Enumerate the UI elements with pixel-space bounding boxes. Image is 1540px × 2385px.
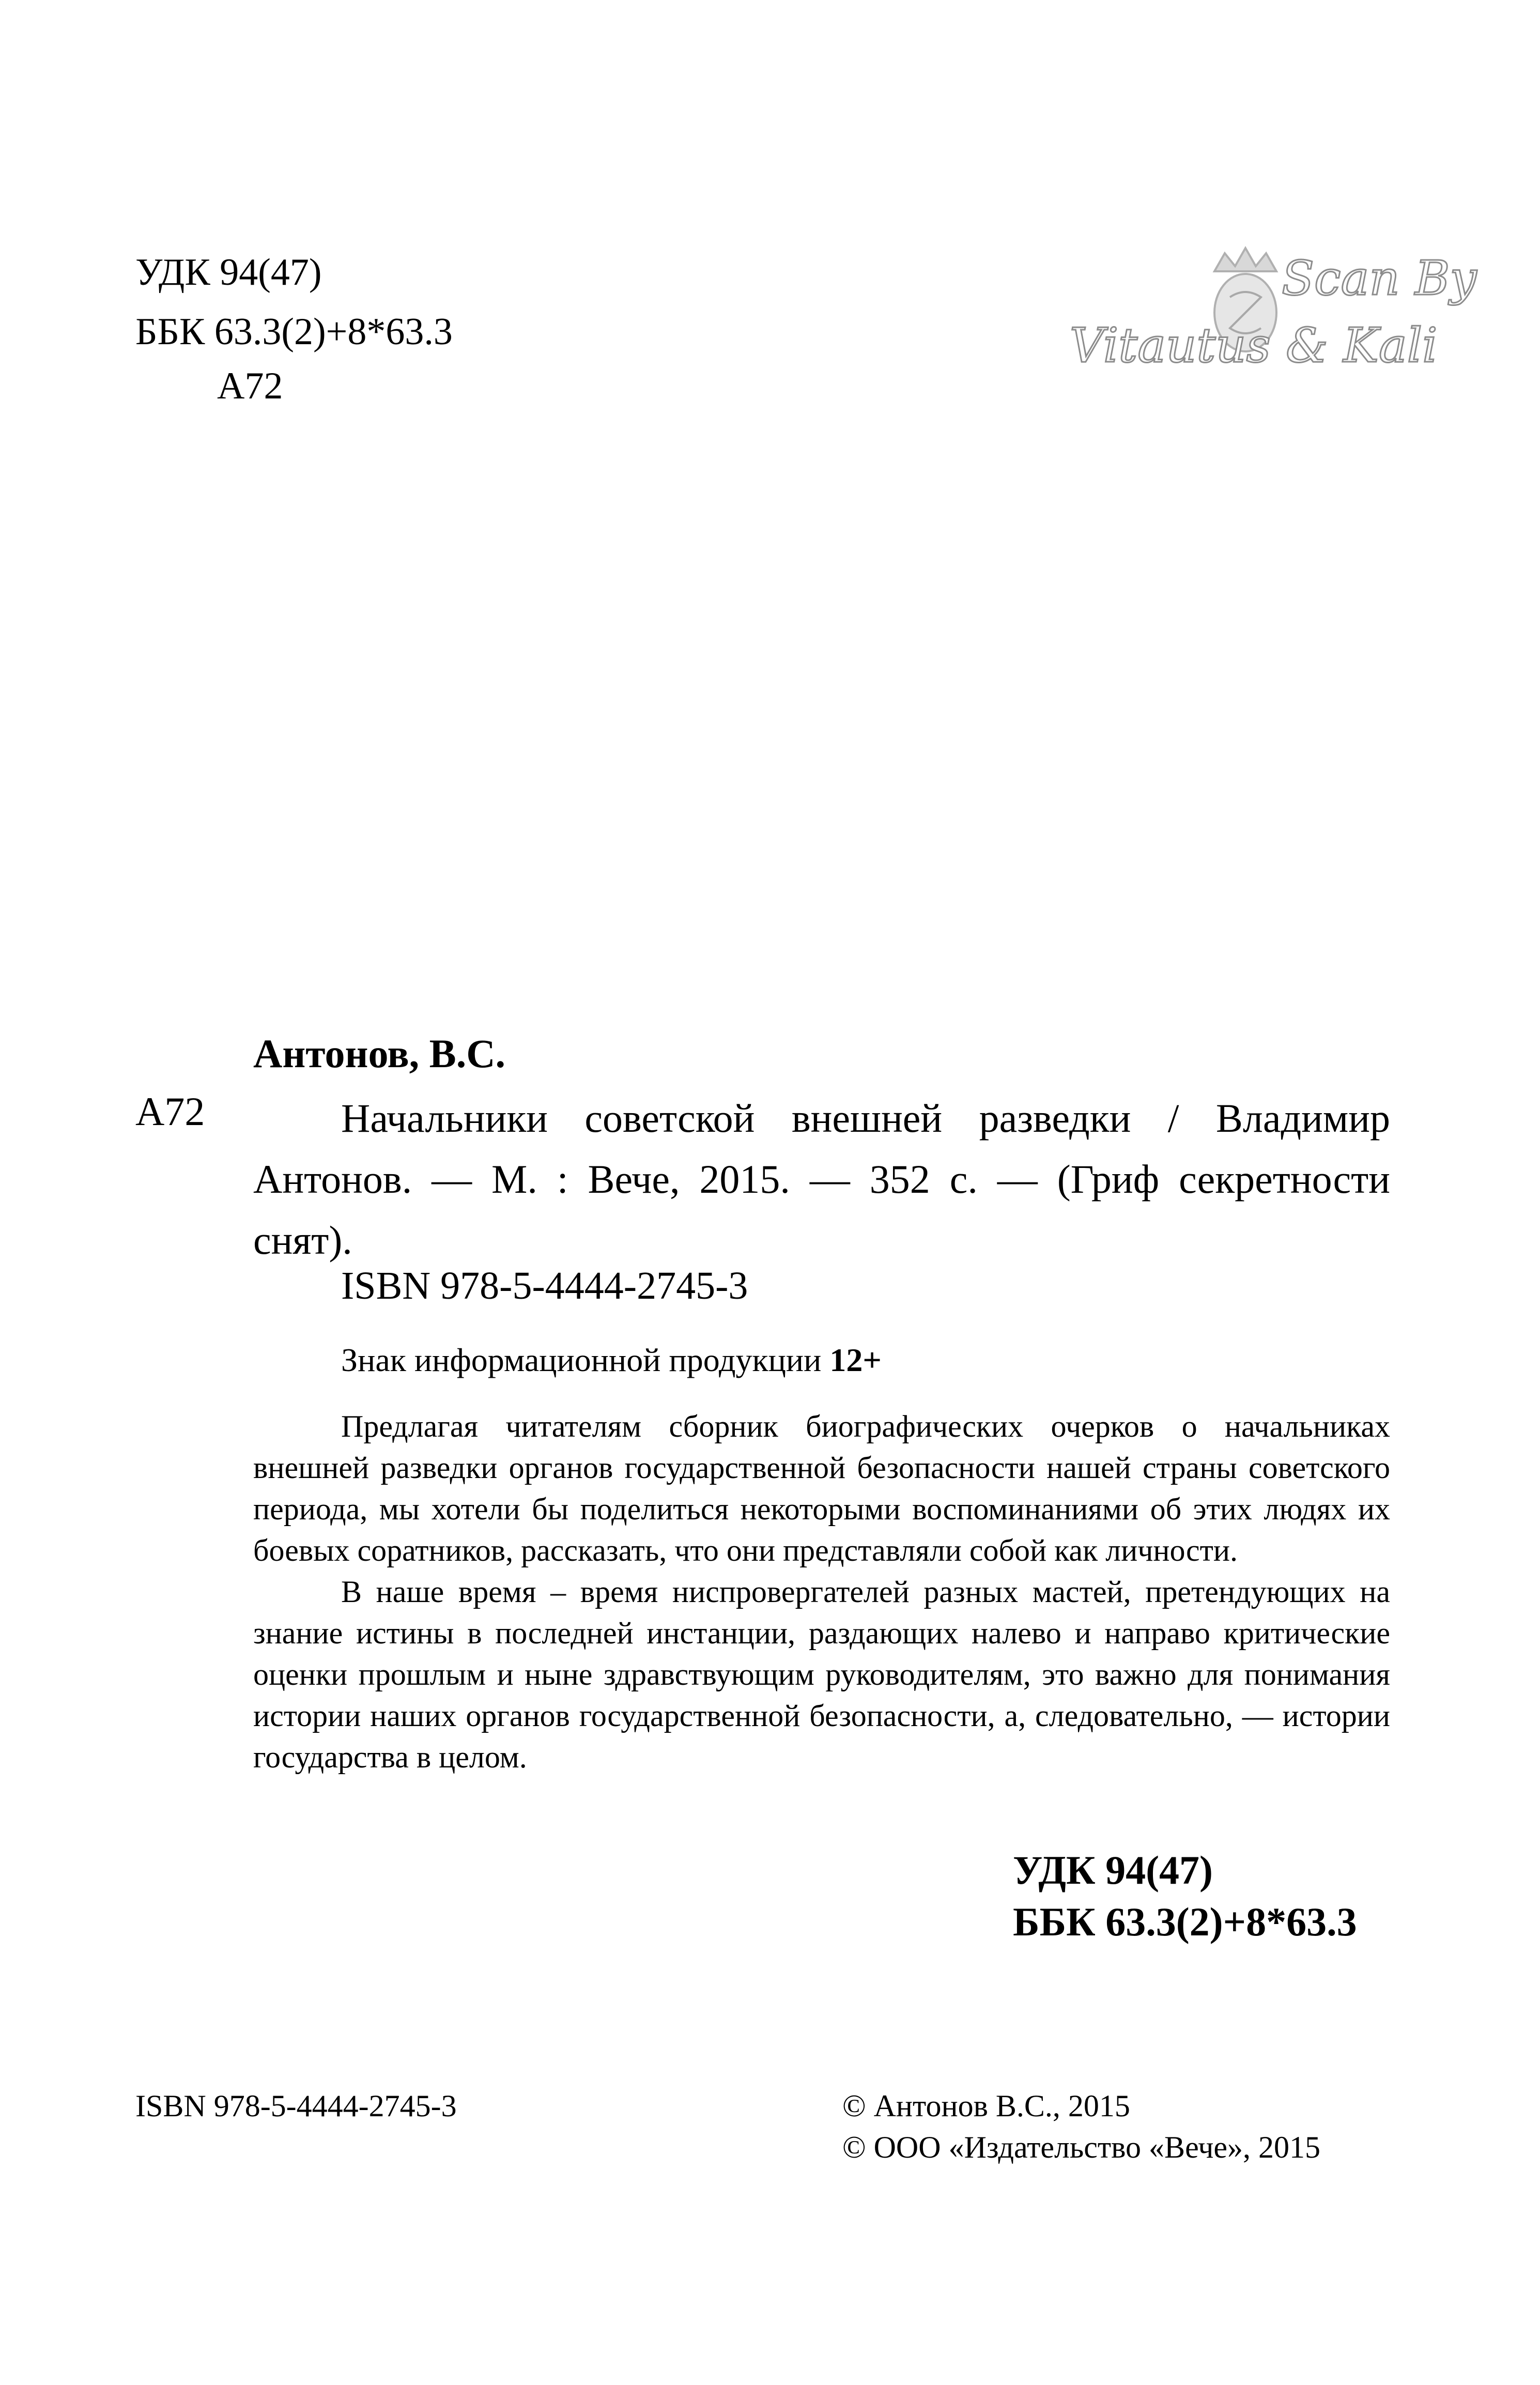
footer-isbn: ISBN 978-5-4444-2745-3 [135,2089,457,2123]
card-udk: УДК 94(47) [1013,1848,1213,1892]
age-rating-label: Знак информационной продукции [341,1342,822,1378]
svg-text:Vitautus & Kali: Vitautus & Kali [1070,318,1438,373]
bbk-code: ББК 63.3(2)+8*63.3 [135,311,453,353]
card-description: Начальники советской внешней разведки / Владимир Антонов. — М. : Вече, 2015. — 352 с. — (Гриф секретности снят). [253,1096,1390,1263]
card-bbk: ББК 63.3(2)+8*63.3 [1013,1899,1357,1944]
annotation-paragraph: В наше время – время ниспровергателей разных мастей, претендующих на знание истины в последней инстанции, раздающих налево и направо критические оценки прошлым и ныне здравствующим руководителям, это важно для понимания истории наших органов государственной безопасности, а, следовательно, — истории государства в целом. [253,1575,1390,1774]
copyright-publisher: © ООО «Издательство «Вече», 2015 [842,2130,1321,2164]
age-rating-sign [341,1344,882,1377]
author-sign: А72 [217,365,283,407]
udk-code: УДК 94(47) [135,251,322,294]
copyright-author: © Антонов В.С., 2015 [842,2089,1130,2123]
age-rating-value: 12+ [829,1342,882,1378]
svg-text:Scan By: Scan By [1282,251,1477,306]
scan-watermark-logo [1059,235,1477,390]
annotation [253,1406,1390,1778]
card-author-sign: А72 [135,1089,205,1134]
card-isbn: ISBN 978-5-4444-2745-3 [341,1264,748,1307]
annotation-paragraph: Предлагая читателям сборник биографических очерков о начальниках внешней разведки органов государственной безопасности нашей страны советского периода, мы хотели бы поделиться некоторыми воспоминаниями об этих людях их боевых соратников, рассказать, что они представляли собой как личности. [253,1409,1390,1567]
card-author: Антонов, В.С. [253,1031,506,1076]
